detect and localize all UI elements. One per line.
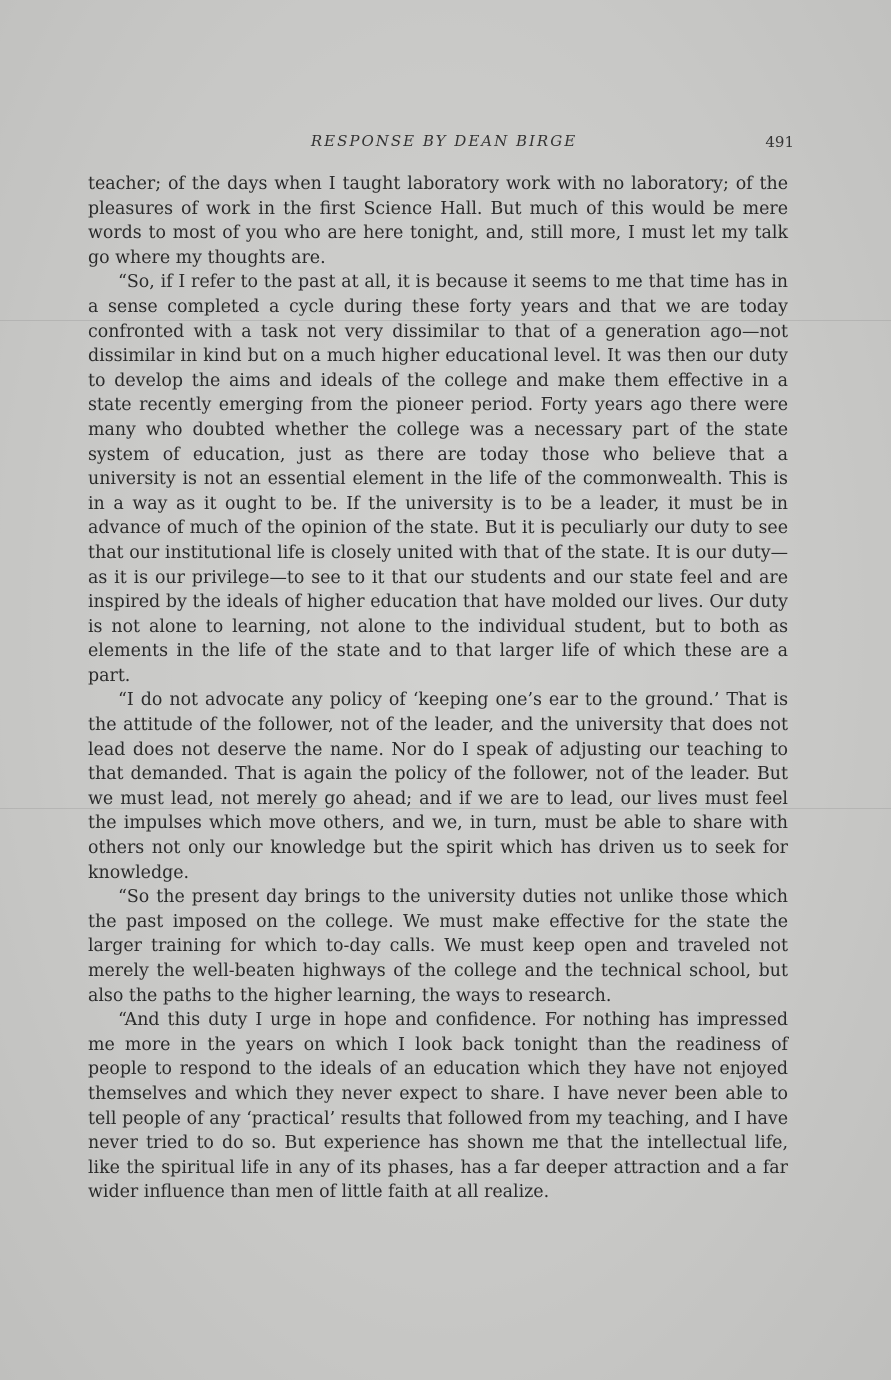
paragraph: “So the present day brings to the university duties not unlike those which the past imposed on the college. We must make effective for the state the larger training for which to-day calls. We must keep open and traveled not merely the well-beaten highways of the college and the technical school, but also the paths to the higher learning, the ways to research. xyxy=(88,887,788,1006)
body-text xyxy=(88,172,788,1205)
paragraph: “I do not advocate any policy of ‘keeping one’s ear to the ground.’ That is the attitude of the follower, not of the leader, and the university that does not lead does not deserve the name. Nor do I speak of adjusting our teaching to that demanded. That is again the policy of the follower, not of the leader. But we must lead, not merely go ahead; and if we are to lead, our lives must feel the impulses which move others, and we, in turn, must be able to share with others not only our knowledge but the spirit which has driven us to seek for knowledge. xyxy=(88,690,788,883)
running-title: RESPONSE BY DEAN BIRGE xyxy=(310,132,578,150)
paragraph: teacher; of the days when I taught laboratory work with no laboratory; of the pleasures of work in the first Science Hall. But much of this would be mere words to most of you who are here tonight, and, still more, I must let my talk go where my thoughts are. xyxy=(88,174,788,268)
paragraph: “And this duty I urge in hope and confidence. For nothing has impressed me more in the years on which I look back tonight than the readiness of people to respond to the ideals of an education which they have not enjoyed themselves and which they never expect to share. I have never been able to tell people of any ‘practical’ results that followed from my teaching, and I have never tried to do so. But experience has shown me that the intellectual life, like the spiritual life in any of its phases, has a far deeper attraction and a far wider influence than men of little faith at all realize. xyxy=(88,1010,788,1203)
page-header xyxy=(88,132,800,154)
page-number: 491 xyxy=(765,133,794,151)
paragraph: “So, if I refer to the past at all, it is because it seems to me that time has in a sense completed a cycle during these forty years and that we are today confronted with a task not very dissimilar to that of a generation ago—not dissimilar in kind but on a much higher educational level. It was then our duty to develop the aims and ideals of the college and make them effective in a state recently emerging from the pioneer period. Forty years ago there were many who doubted whether the college was a necessary part of the state system of education, just as there are today those who believe that a university is not an essential element in the life of the commonwealth. This is in a way as it ought to be. If the university is to be a leader, it must be in advance of much of the opinion of the state. But it is peculiarly our duty to see that our institutional life is closely united with that of the state. It is our duty—as it is our privilege—to see to it that our students and our state feel and are inspired by the ideals of higher education that have molded our lives. Our duty is not alone to learning, not alone to the individual student, but to both as elements in the life of the state and to that larger life of which these are a part. xyxy=(88,272,788,686)
